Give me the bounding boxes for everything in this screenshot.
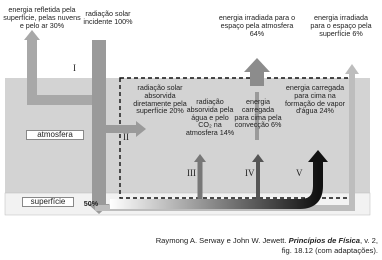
citation-title: Princípios de Física xyxy=(288,236,360,245)
roman-V: V xyxy=(296,168,303,178)
surface-percent-label: 50% xyxy=(83,199,99,208)
citation-details: , v. 2, fig. 18.12 (com adaptações). xyxy=(281,236,378,255)
radiated-atmosphere-arrow xyxy=(250,72,264,86)
citation-authors: Raymong A. Serway e John W. Jewett. xyxy=(155,236,287,245)
radiated-atmosphere-label: energia irradiada para o espaço pela atmosfera 64% xyxy=(218,13,296,38)
absorbed-atmosphere-label: radiação absorvida pela água e pelo CO₂ na atmosfera 14% xyxy=(185,97,235,138)
radiated-surface-label: energia irradiada para o espaço pela superfície 6% xyxy=(310,13,372,38)
roman-III: III xyxy=(187,168,196,178)
roman-IV: IV xyxy=(245,168,255,178)
roman-I: I xyxy=(73,63,76,73)
roman-II: II xyxy=(123,132,129,142)
convection-label: energia carregada para cima pela convecção 6% xyxy=(234,97,282,130)
citation xyxy=(150,236,378,256)
absorbed-surface-label: radiação solar absorvida diretamente pela superfície 20% xyxy=(133,83,187,116)
incident-label: radiação solar incidente 100% xyxy=(83,9,133,26)
atmosphere-label: atmosfera xyxy=(26,130,84,140)
surface-label: superfície xyxy=(22,197,74,207)
reflected-label: energia refletida pela superfície, pelas nuvens e pelo ar 30% xyxy=(3,5,81,30)
incident-arrow xyxy=(92,40,106,208)
absorbed-surface-arrow xyxy=(106,125,136,133)
vapor-label: energia carregada para cima na formação de vapor d'água 24% xyxy=(285,83,345,116)
